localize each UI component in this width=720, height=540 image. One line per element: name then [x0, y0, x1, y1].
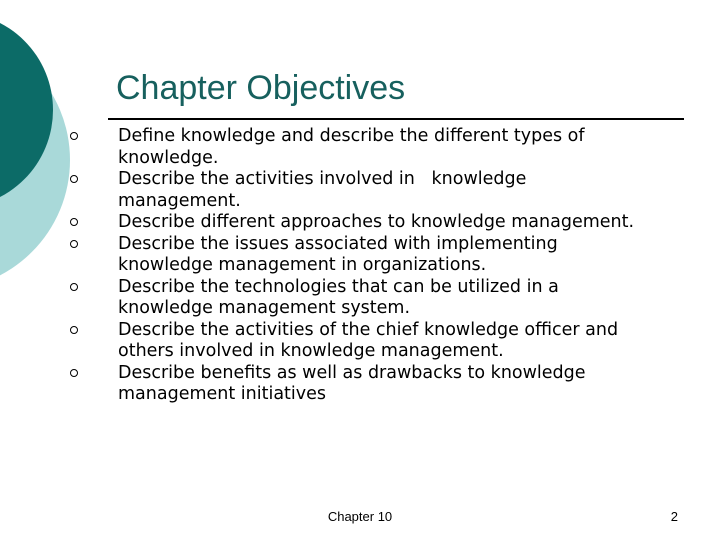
hollow-circle-bullet-icon [70, 175, 78, 183]
list-item-text: Describe different approaches to knowledge management. [118, 212, 635, 232]
list-item-text: Define knowledge and describe the different types of knowledge. [118, 126, 585, 168]
list-item [68, 234, 688, 277]
hollow-circle-bullet-icon [70, 218, 78, 226]
list-item [68, 277, 688, 320]
list-item-text: Describe the activities involved in knowledge management. [118, 169, 527, 211]
hollow-circle-bullet-icon [70, 369, 78, 377]
list-item [68, 212, 688, 234]
slide-title: Chapter Objectives [116, 69, 406, 107]
slide-footer: Chapter 10 [327, 509, 393, 524]
slide-number: 2 [670, 509, 678, 524]
hollow-circle-bullet-icon [70, 283, 78, 291]
list-item-text: Describe the activities of the chief knowledge officer and others involved in knowledge management. [118, 319, 619, 361]
list-item [68, 169, 688, 212]
list-item [68, 126, 688, 169]
hollow-circle-bullet-icon [70, 326, 78, 334]
list-item [68, 363, 688, 406]
hollow-circle-bullet-icon [70, 240, 78, 248]
list-item [68, 320, 688, 363]
list-item-text: Describe the technologies that can be utilized in a knowledge management system. [118, 276, 559, 318]
title-divider [108, 118, 684, 120]
list-item-text: Describe the issues associated with implementing knowledge management in organizations. [118, 233, 558, 275]
hollow-circle-bullet-icon [70, 132, 78, 140]
list-item-text: Describe benefits as well as drawbacks to knowledge management initiatives [118, 362, 586, 404]
objectives-list [68, 126, 688, 406]
